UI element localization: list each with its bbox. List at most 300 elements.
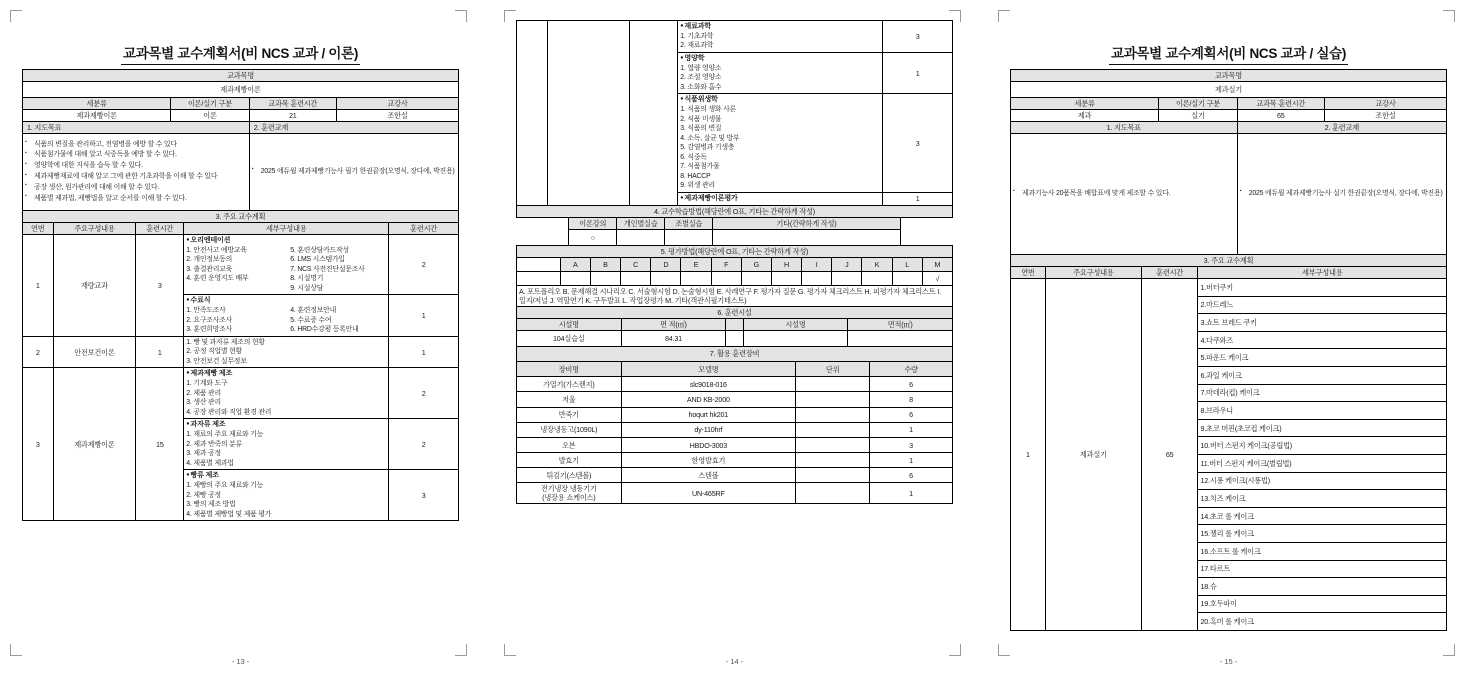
practice-item: 9.초코 머핀(초코컵 케이크) <box>1198 419 1447 437</box>
page-title: 교과목별 교수계획서(비 NCS 교과 / 이론) <box>22 42 459 65</box>
detail-group-title: ● 식품위생학 <box>680 95 880 104</box>
table-row <box>23 336 459 368</box>
plan-detail-cell <box>184 470 389 521</box>
crop-mark-icon <box>504 10 516 22</box>
detail-list <box>186 430 386 468</box>
equipment-model: dy-110hrf <box>621 422 795 437</box>
plan-detail-cell <box>184 336 389 368</box>
plan-detail-hours: 1 <box>389 295 459 336</box>
eval-checkbox-J[interactable] <box>832 271 862 285</box>
eval-checkbox-A[interactable] <box>560 271 590 285</box>
list-item: ▪ 제과기능사 20품목을 배합표에 맞게 제조할 수 있다. <box>1013 189 1235 198</box>
teaching-plan-table <box>22 210 459 521</box>
plan-detail-hours: 1 <box>883 192 953 205</box>
teaching-plan-table <box>1010 254 1447 631</box>
list-item: ▪ 제품별 제과법, 제빵법을 알고 순서를 이해 할 수 있다. <box>25 194 247 203</box>
equipment-unit <box>796 437 870 452</box>
detail-list <box>680 32 880 51</box>
equipment-col-qty: 수량 <box>870 361 953 376</box>
eval-checkbox-C[interactable] <box>621 271 651 285</box>
eval-checkbox-E[interactable] <box>681 271 711 285</box>
list-item: 1. 기계와 도구 <box>186 380 228 388</box>
plan-detail-cell <box>678 94 883 193</box>
table-row <box>517 392 953 407</box>
facility-spacer <box>726 330 743 346</box>
method-value-lecture[interactable]: ○ <box>569 229 617 245</box>
crop-mark-icon <box>10 644 22 656</box>
eval-letter-J: J <box>832 257 862 271</box>
method-value-group[interactable] <box>665 229 713 245</box>
eval-checkbox-B[interactable] <box>590 271 620 285</box>
detail-list <box>186 306 282 335</box>
eval-checkbox-M[interactable]: √ <box>922 271 952 285</box>
col-header-main-content: 주요구성내용 <box>1045 267 1141 279</box>
equipment-unit <box>796 392 870 407</box>
col-header-category: 세분류 <box>1011 98 1159 110</box>
list-item: ▪ 식품첨가물에 대해 알고 식중독을 예방 할 수 있다. <box>25 150 247 159</box>
plan-section-header: 3. 주요 교수계획 <box>1011 255 1447 267</box>
table-row <box>517 453 953 468</box>
eval-letter-B: B <box>590 257 620 271</box>
list-item: 9. 위생 관리 <box>680 182 715 190</box>
equipment-qty: 1 <box>870 483 953 504</box>
list-item: 9. 시설상담 <box>290 284 324 292</box>
col-header-detail-hours: 훈련시간 <box>389 223 459 235</box>
material-list <box>1240 189 1444 198</box>
subject-header: 교과목명 <box>23 70 459 82</box>
equipment-qty: 8 <box>870 392 953 407</box>
list-item: 1. 빵 및 과자류 제조의 현황 <box>186 338 265 346</box>
eval-checkbox-D[interactable] <box>651 271 681 285</box>
facility-col-name2: 시설명 <box>743 318 848 330</box>
col-header-no: 연번 <box>1011 267 1046 279</box>
equipment-col-name: 장비명 <box>517 361 622 376</box>
table-row <box>517 21 953 53</box>
equipment-unit <box>796 377 870 392</box>
plan-detail-hours: 3 <box>389 470 459 521</box>
plan-cell-no: 3 <box>23 368 54 521</box>
list-item: 5. 수료증 수여 <box>290 316 332 324</box>
material-list <box>252 167 456 176</box>
col-header-hours: 교과목 훈련시간 <box>1237 98 1324 110</box>
equipment-col-unit: 단위 <box>796 361 870 376</box>
plan-continued-body <box>517 21 953 206</box>
eval-letter-G: G <box>741 257 771 271</box>
method-value-etc[interactable] <box>713 229 900 245</box>
equipment-col-model: 모델명 <box>621 361 795 376</box>
method-col-group: 조별실습 <box>665 217 713 229</box>
equipment-unit <box>796 468 870 483</box>
method-value-individual[interactable] <box>617 229 665 245</box>
eval-checkbox-F[interactable] <box>711 271 741 285</box>
list-item: 8. HACCP <box>680 172 711 180</box>
goal-list <box>1013 189 1235 198</box>
eval-checkbox-G[interactable] <box>741 271 771 285</box>
material-list-cell <box>249 134 458 211</box>
col-header-no: 연번 <box>23 223 54 235</box>
list-item: 7. NCS 사전진단설문조사 <box>290 265 365 273</box>
equipment-name: 발효기 <box>517 453 622 468</box>
table-row <box>517 330 953 346</box>
value-type: 이론 <box>171 110 249 122</box>
detail-group-title: ● 제과제빵 제조 <box>186 369 386 378</box>
col-header-instructor: 교강사 <box>1324 98 1446 110</box>
table-row <box>517 422 953 437</box>
table-row <box>517 407 953 422</box>
practice-item: 11.버터 스펀지 케이크(별립법) <box>1198 454 1447 472</box>
list-item: 1. 기초과학 <box>680 32 714 40</box>
list-item: 2. 조절 영양소 <box>680 74 722 82</box>
eval-checkbox-L[interactable] <box>892 271 922 285</box>
equipment-qty: 6 <box>870 377 953 392</box>
plan-detail-hours: 2 <box>389 419 459 470</box>
plan-detail-hours: 1 <box>389 336 459 368</box>
list-item: 2. 개인정보동의 <box>186 256 233 264</box>
training-facility-table <box>516 306 953 347</box>
equipment-section-header: 7. 활용 훈련장비 <box>517 346 953 361</box>
facility-rows-body <box>517 330 953 346</box>
list-item: ▪ 식품의 변질을 관리하고, 전염병을 예방 할 수 있다 <box>25 140 247 149</box>
list-item: 4. 훈련 운영지도 배부 <box>186 275 249 283</box>
plan-cell-no: 1 <box>23 235 54 337</box>
eval-checkbox-I[interactable] <box>802 271 832 285</box>
practice-item: 16.소프트 롤 케이크 <box>1198 542 1447 560</box>
value-hours: 65 <box>1237 110 1324 122</box>
practice-items-body <box>1011 279 1447 631</box>
page-number: - 15 - <box>1219 657 1238 666</box>
crop-mark-icon <box>10 10 22 22</box>
plan-cell-empty <box>517 21 548 206</box>
detail-list <box>290 306 386 335</box>
eval-letter-H: H <box>771 257 801 271</box>
goal-section-header: 1. 지도목표 <box>23 122 250 134</box>
training-equipment-table <box>516 346 953 505</box>
detail-list <box>186 379 386 417</box>
evaluation-method-table <box>516 245 953 307</box>
practice-item: 8.브라우니 <box>1198 402 1447 420</box>
facility-spacer <box>726 318 743 330</box>
equipment-name: 반죽기 <box>517 407 622 422</box>
goal-list <box>25 140 247 203</box>
table-row <box>517 377 953 392</box>
list-item: 5. 훈련상담카드작성 <box>290 246 349 254</box>
plan-cell-no: 1 <box>1011 279 1046 631</box>
plan-cell-main: 재량교과 <box>53 235 136 337</box>
plan-detail-hours: 2 <box>389 368 459 419</box>
equipment-qty: 6 <box>870 407 953 422</box>
eval-section-header: 5. 평가방법(해당란에 O표, 기타는 간략하게 작성) <box>517 245 953 257</box>
practice-item: 19.호두파이 <box>1198 595 1447 613</box>
list-item: 1. 재료의 주요 재료와 기능 <box>186 431 264 439</box>
list-item: 5. 감염병과 기생충 <box>680 144 735 152</box>
detail-list <box>680 105 880 191</box>
list-item: 2. 식품 미생물 <box>680 115 722 123</box>
plan-cell-main: 제과실기 <box>1045 279 1141 631</box>
equipment-qty: 1 <box>870 453 953 468</box>
eval-row-label <box>517 257 561 271</box>
facility-col-area1: 면 적(㎡) <box>621 318 726 330</box>
method-section-header: 4. 교수학습방법(해당란에 O표, 기타는 간략하게 작성) <box>517 205 953 217</box>
method-col-etc: 기타(간략하게 작성) <box>713 217 900 229</box>
table-row <box>517 483 953 504</box>
practice-item: 6.과일 케이크 <box>1198 366 1447 384</box>
list-item: 2. 제빵 공정 <box>186 491 221 499</box>
eval-letter-K: K <box>862 257 892 271</box>
subject-header: 교과목명 <box>1011 70 1447 82</box>
teaching-plan-continued-table <box>516 20 953 206</box>
material-section-header: 2. 훈련교재 <box>1237 122 1446 134</box>
crop-mark-icon <box>998 644 1010 656</box>
equipment-name: 튀김기(스텐볼) <box>517 468 622 483</box>
list-item: 3. 출결관리교육 <box>186 265 233 273</box>
page-number: - 14 - <box>725 657 744 666</box>
list-item: 4. 제품별 제과법 <box>186 459 234 467</box>
table-row <box>23 235 459 295</box>
col-header-type: 이론/실기 구분 <box>171 98 249 110</box>
method-col-individual: 개인별실습 <box>617 217 665 229</box>
list-item: 6. 식중독 <box>680 153 707 161</box>
method-col-lecture: 이론강의 <box>569 217 617 229</box>
document-page-3 <box>988 0 1463 684</box>
equipment-rows-body <box>517 377 953 504</box>
plan-detail-cell <box>184 368 389 419</box>
value-instructor: 조한설 <box>336 110 458 122</box>
list-item: 3. 식품의 변질 <box>680 125 722 133</box>
equipment-unit <box>796 422 870 437</box>
col-header-train-hours: 훈련시간 <box>1141 267 1198 279</box>
equipment-name: 가열기(가스렌지) <box>517 377 622 392</box>
list-item: 2. 제과 반죽의 분류 <box>186 440 242 448</box>
eval-row-label <box>517 271 561 285</box>
eval-letter-C: C <box>621 257 651 271</box>
eval-letter-E: E <box>681 257 711 271</box>
plan-cell-hours: 1 <box>136 336 184 368</box>
facility-name-2 <box>743 330 848 346</box>
list-item: ▪ 2025 에듀윌 제과제빵기능사 실기 한권끝장(오명식, 장다에, 박진용) <box>1240 189 1444 198</box>
plan-cell-main: 제과제빵이론 <box>53 368 136 521</box>
practice-item: 1.버터쿠키 <box>1198 279 1447 297</box>
subject-info-table <box>1010 69 1447 255</box>
list-item: 2. 제품 관리 <box>186 389 221 397</box>
page-number: - 13 - <box>231 657 250 666</box>
col-header-category: 세분류 <box>23 98 171 110</box>
equipment-model: slc9018-016 <box>621 377 795 392</box>
table-row <box>1011 279 1447 297</box>
plan-detail-cell <box>184 235 389 295</box>
table-row <box>517 437 953 452</box>
plan-cell-no: 2 <box>23 336 54 368</box>
teaching-method-table <box>516 205 953 246</box>
list-item: 6. HRD수강평 등록안내 <box>290 326 359 334</box>
equipment-unit <box>796 483 870 504</box>
list-item: ▪ 영양학에 대한 지식을 습득 할 수 있다. <box>25 161 247 170</box>
practice-item: 18.슈 <box>1198 578 1447 596</box>
plan-section-header: 3. 주요 교수계획 <box>23 211 459 223</box>
material-list-cell <box>1237 134 1446 255</box>
equipment-model: UN-465RF <box>621 483 795 504</box>
equipment-qty: 3 <box>870 437 953 452</box>
eval-letter-D: D <box>651 257 681 271</box>
equipment-name: 저울 <box>517 392 622 407</box>
practice-item: 4.다쿠와즈 <box>1198 331 1447 349</box>
plan-cell-hours: 3 <box>136 235 184 337</box>
goal-list-cell <box>1011 134 1238 255</box>
list-item: 6. LMS 시스템가입 <box>290 256 345 264</box>
list-item: ▪ 2025 에듀윌 제과제빵기능사 필기 한권끝장(오명식, 장다에, 박진용) <box>252 167 456 176</box>
plan-detail-cell <box>678 21 883 53</box>
eval-letter-A: A <box>560 257 590 271</box>
plan-detail-cell <box>678 52 883 93</box>
list-item: 1. 만족도조사 <box>186 307 226 315</box>
practice-item: 7.마데라(컵) 케이크 <box>1198 384 1447 402</box>
facility-section-header: 6. 훈련시설 <box>517 306 953 318</box>
practice-item: 17.타르트 <box>1198 560 1447 578</box>
value-type: 실기 <box>1159 110 1237 122</box>
list-item: ▪ 공장 생산, 원가관리에 대해 이해 할 수 있다. <box>25 183 247 192</box>
list-item: 2. 재료과학 <box>680 42 714 50</box>
plan-cell-empty <box>547 21 630 206</box>
value-category: 제과제빵이론 <box>23 110 171 122</box>
equipment-unit <box>796 453 870 468</box>
value-hours: 21 <box>249 110 336 122</box>
col-header-train-hours: 훈련시간 <box>136 223 184 235</box>
detail-list <box>186 338 386 367</box>
list-item: 1. 제빵의 주요 재료와 기능 <box>186 482 264 490</box>
plan-detail-hours: 3 <box>883 94 953 193</box>
plan-detail-hours: 1 <box>883 52 953 93</box>
practice-item: 14.초코 롤 케이크 <box>1198 507 1447 525</box>
equipment-unit <box>796 407 870 422</box>
col-header-detail-content: 세부구성내용 <box>184 223 389 235</box>
subject-name: 제과제빵이론 <box>23 82 459 98</box>
equipment-model: AND KB-2000 <box>621 392 795 407</box>
practice-item: 20.흑미 롤 케이크 <box>1198 613 1447 631</box>
plan-cell-empty <box>630 21 678 206</box>
table-row <box>517 468 953 483</box>
equipment-model: HBDO-3003 <box>621 437 795 452</box>
equipment-qty: 6 <box>870 468 953 483</box>
list-item: 4. 공장 관리와 직업 환경 관리 <box>186 408 272 416</box>
detail-list <box>680 64 880 93</box>
col-header-hours: 교과목 훈련시간 <box>249 98 336 110</box>
detail-group-title: ● 영양학 <box>680 54 880 63</box>
practice-item: 15.젤리 롤 케이크 <box>1198 525 1447 543</box>
plan-detail-hours: 2 <box>389 235 459 295</box>
plan-cell-hours: 65 <box>1141 279 1198 631</box>
list-item: 1. 식품의 생화 사론 <box>680 106 736 114</box>
equipment-qty: 1 <box>870 422 953 437</box>
col-header-main-content: 주요구성내용 <box>53 223 136 235</box>
goal-list-cell <box>23 134 250 211</box>
list-item: ▪ 제과제빵재료에 대해 알고 그에 관한 기초과학을 이해 할 수 있다 <box>25 172 247 181</box>
list-item: 2. 요구조사조사 <box>186 316 233 324</box>
eval-letter-row <box>517 257 953 271</box>
detail-group-title: ● 과자류 제조 <box>186 420 386 429</box>
equipment-model: hoqurt hk201 <box>621 407 795 422</box>
col-header-detail-content: 세부구성내용 <box>1198 267 1447 279</box>
eval-letter-M: M <box>922 257 952 271</box>
plan-detail-cell <box>184 295 389 336</box>
detail-group-title: ● 제과제빵이론평가 <box>680 194 880 203</box>
subject-name: 제과실기 <box>1011 82 1447 98</box>
material-section-header: 2. 훈련교재 <box>249 122 458 134</box>
list-item: 4. 소독, 살균 및 방부 <box>680 134 740 142</box>
facility-col-area2: 면적(㎡) <box>848 318 953 330</box>
list-item: 3. 안전보건 실무정보 <box>186 357 247 365</box>
eval-checkbox-H[interactable] <box>771 271 801 285</box>
eval-mark-row <box>517 271 953 285</box>
eval-letter-L: L <box>892 257 922 271</box>
detail-group-title: ● 수료식 <box>186 296 386 305</box>
list-item: 3. 생산 관리 <box>186 399 221 407</box>
eval-checkbox-K[interactable] <box>862 271 892 285</box>
plan-detail-hours: 3 <box>883 21 953 53</box>
plan-rows-body <box>23 235 459 521</box>
document-page-2 <box>494 0 969 684</box>
facility-name-1: 104실습실 <box>517 330 622 346</box>
col-header-type: 이론/실기 구분 <box>1159 98 1237 110</box>
list-item: 3. 제과 공정 <box>186 450 221 458</box>
detail-list <box>186 246 282 284</box>
practice-item: 10.버터 스펀지 케이크(공립법) <box>1198 437 1447 455</box>
plan-detail-cell <box>678 192 883 205</box>
crop-mark-icon <box>504 644 516 656</box>
equipment-name: 냉장냉동고(1090L) <box>517 422 622 437</box>
table-row <box>23 368 459 419</box>
eval-letter-F: F <box>711 257 741 271</box>
practice-item: 2.마드레느 <box>1198 296 1447 314</box>
list-item: 3. 빵의 제조 방법 <box>186 501 236 509</box>
eval-legend: A. 포트폴리오 B. 문제해결 시나리오 C. 서술형시험 D. 논술형시험 E. 사례연구 F. 평가자 질문 G. 평가자 체크리스트 H. 피평가자 체크리스트 I. 일지/저널 J. 역할연기 K. 구두발표 L. 작업장평가 M. 기타(객관식필기테스트) <box>517 285 953 306</box>
plan-cell-main: 안전보건이론 <box>53 336 136 368</box>
equipment-name: 오븐 <box>517 437 622 452</box>
eval-letter-I: I <box>802 257 832 271</box>
document-page-1 <box>0 0 475 684</box>
list-item: 3. 소화와 흡수 <box>680 83 722 91</box>
equipment-model: 한영발효기 <box>621 453 795 468</box>
list-item: 3. 훈련희망조사 <box>186 326 233 334</box>
list-item: 1. 열량 영양소 <box>680 64 722 72</box>
detail-list <box>186 481 386 519</box>
practice-item: 5.파운드 케이크 <box>1198 349 1447 367</box>
practice-item: 12.시퐁 케이크(시퐁법) <box>1198 472 1447 490</box>
practice-item: 3.쇼트 브레드 쿠키 <box>1198 314 1447 332</box>
detail-group-title: ● 빵류 제조 <box>186 471 386 480</box>
list-item: 8. 시설명기 <box>290 275 324 283</box>
list-item: 4. 제품별 제빵법 및 제품 평가 <box>186 510 272 518</box>
detail-group-title: ● 재료과학 <box>680 22 880 31</box>
list-item: 4. 훈련정보안내 <box>290 307 337 315</box>
equipment-model: 스텐볼 <box>621 468 795 483</box>
plan-detail-cell <box>184 419 389 470</box>
list-item: 7. 식품첨가물 <box>680 163 720 171</box>
goal-section-header: 1. 지도목표 <box>1011 122 1238 134</box>
subject-info-table <box>22 69 459 211</box>
plan-cell-hours: 15 <box>136 368 184 521</box>
equipment-name: 전기냉장 냉동기기 (냉장용 쇼케이스) <box>517 483 622 504</box>
value-instructor: 조한설 <box>1324 110 1446 122</box>
facility-area-1: 84.31 <box>621 330 726 346</box>
page-title: 교과목별 교수계획서(비 NCS 교과 / 실습) <box>1010 42 1447 65</box>
list-item: 2. 공정 직업별 현황 <box>186 348 242 356</box>
list-item: 1. 안전사고 예방교육 <box>186 246 247 254</box>
col-header-instructor: 교강사 <box>336 98 458 110</box>
detail-group-title: ● 오리엔테이션 <box>186 236 386 245</box>
facility-area-2 <box>848 330 953 346</box>
value-category: 제과 <box>1011 110 1159 122</box>
practice-item: 13.치즈 케이크 <box>1198 490 1447 508</box>
crop-mark-icon <box>998 10 1010 22</box>
